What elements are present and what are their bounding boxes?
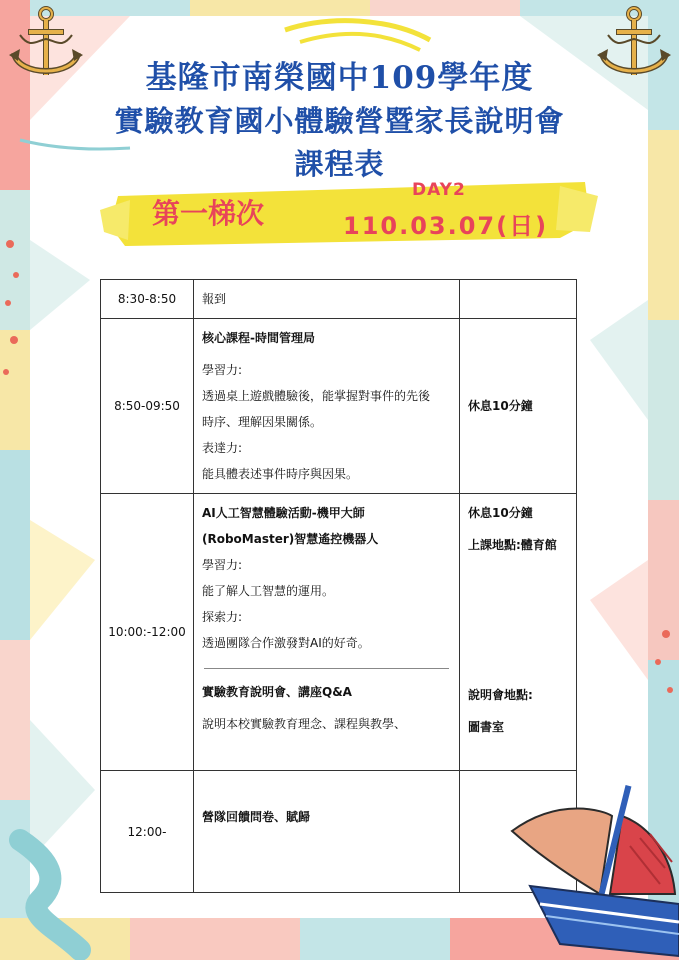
topic-title: (RoboMaster)智慧遙控機器人 bbox=[202, 532, 379, 546]
skill-text: 能了解人工智慧的運用。 bbox=[202, 584, 335, 598]
page-title-line-3: 課程表 bbox=[294, 147, 385, 181]
batch-label: 第一梯次 bbox=[152, 197, 265, 230]
date-label: 110.03.07(日) bbox=[343, 212, 549, 240]
note-text: 圖書室 bbox=[468, 720, 505, 734]
time-cell: 10:00:-12:00 bbox=[101, 494, 194, 771]
note-cell bbox=[460, 494, 577, 771]
skill-text: 說明本校實驗教育理念、課程與教學、 bbox=[202, 717, 407, 731]
day-label: DAY2 bbox=[412, 180, 466, 200]
skill-label: 表達力: bbox=[202, 441, 243, 455]
skill-text: 時序、理解因果關係。 bbox=[202, 415, 323, 429]
topic-title: 核心課程-時間管理局 bbox=[202, 331, 315, 345]
note-text: 說明會地點: bbox=[468, 688, 533, 702]
skill-text: 透過桌上遊戲體驗後，能掌握對事件的先後 bbox=[202, 389, 431, 403]
topic-title: AI人工智慧體驗活動-機甲大師 bbox=[202, 506, 365, 520]
topic-cell bbox=[194, 494, 460, 771]
topic-cell bbox=[194, 771, 460, 893]
time-cell: 8:30-8:50 bbox=[101, 280, 194, 319]
note-cell bbox=[460, 280, 577, 319]
time-cell: 8:50-09:50 bbox=[101, 319, 194, 494]
divider bbox=[204, 668, 449, 669]
table-row bbox=[101, 319, 577, 494]
skill-label: 學習力: bbox=[202, 363, 243, 377]
topic-title: 實驗教育說明會、講座Q&A bbox=[202, 685, 352, 699]
page-title-line-1: 基隆市南榮國中109學年度 bbox=[145, 60, 534, 96]
time-cell: 12:00- bbox=[101, 771, 194, 893]
note-cell: 休息10分鐘 bbox=[460, 319, 577, 494]
topic-cell bbox=[194, 319, 460, 494]
table-row bbox=[101, 494, 577, 771]
page-title-line-2: 實驗教育國小體驗營暨家長說明會 bbox=[114, 104, 565, 138]
skill-label: 探索力: bbox=[202, 610, 243, 624]
table-row bbox=[101, 280, 577, 319]
skill-text: 能具體表述事件時序與因果。 bbox=[202, 467, 359, 481]
note-text: 休息10分鐘 bbox=[468, 506, 533, 520]
skill-text: 透過團隊合作激發對AI的好奇。 bbox=[202, 636, 370, 650]
topic-cell: 報到 bbox=[194, 280, 460, 319]
skill-label: 學習力: bbox=[202, 558, 243, 572]
sailboat-icon bbox=[500, 776, 679, 960]
topic-title: 營隊回饋問卷、賦歸 bbox=[202, 809, 311, 824]
note-text: 上課地點:體育館 bbox=[468, 538, 557, 552]
